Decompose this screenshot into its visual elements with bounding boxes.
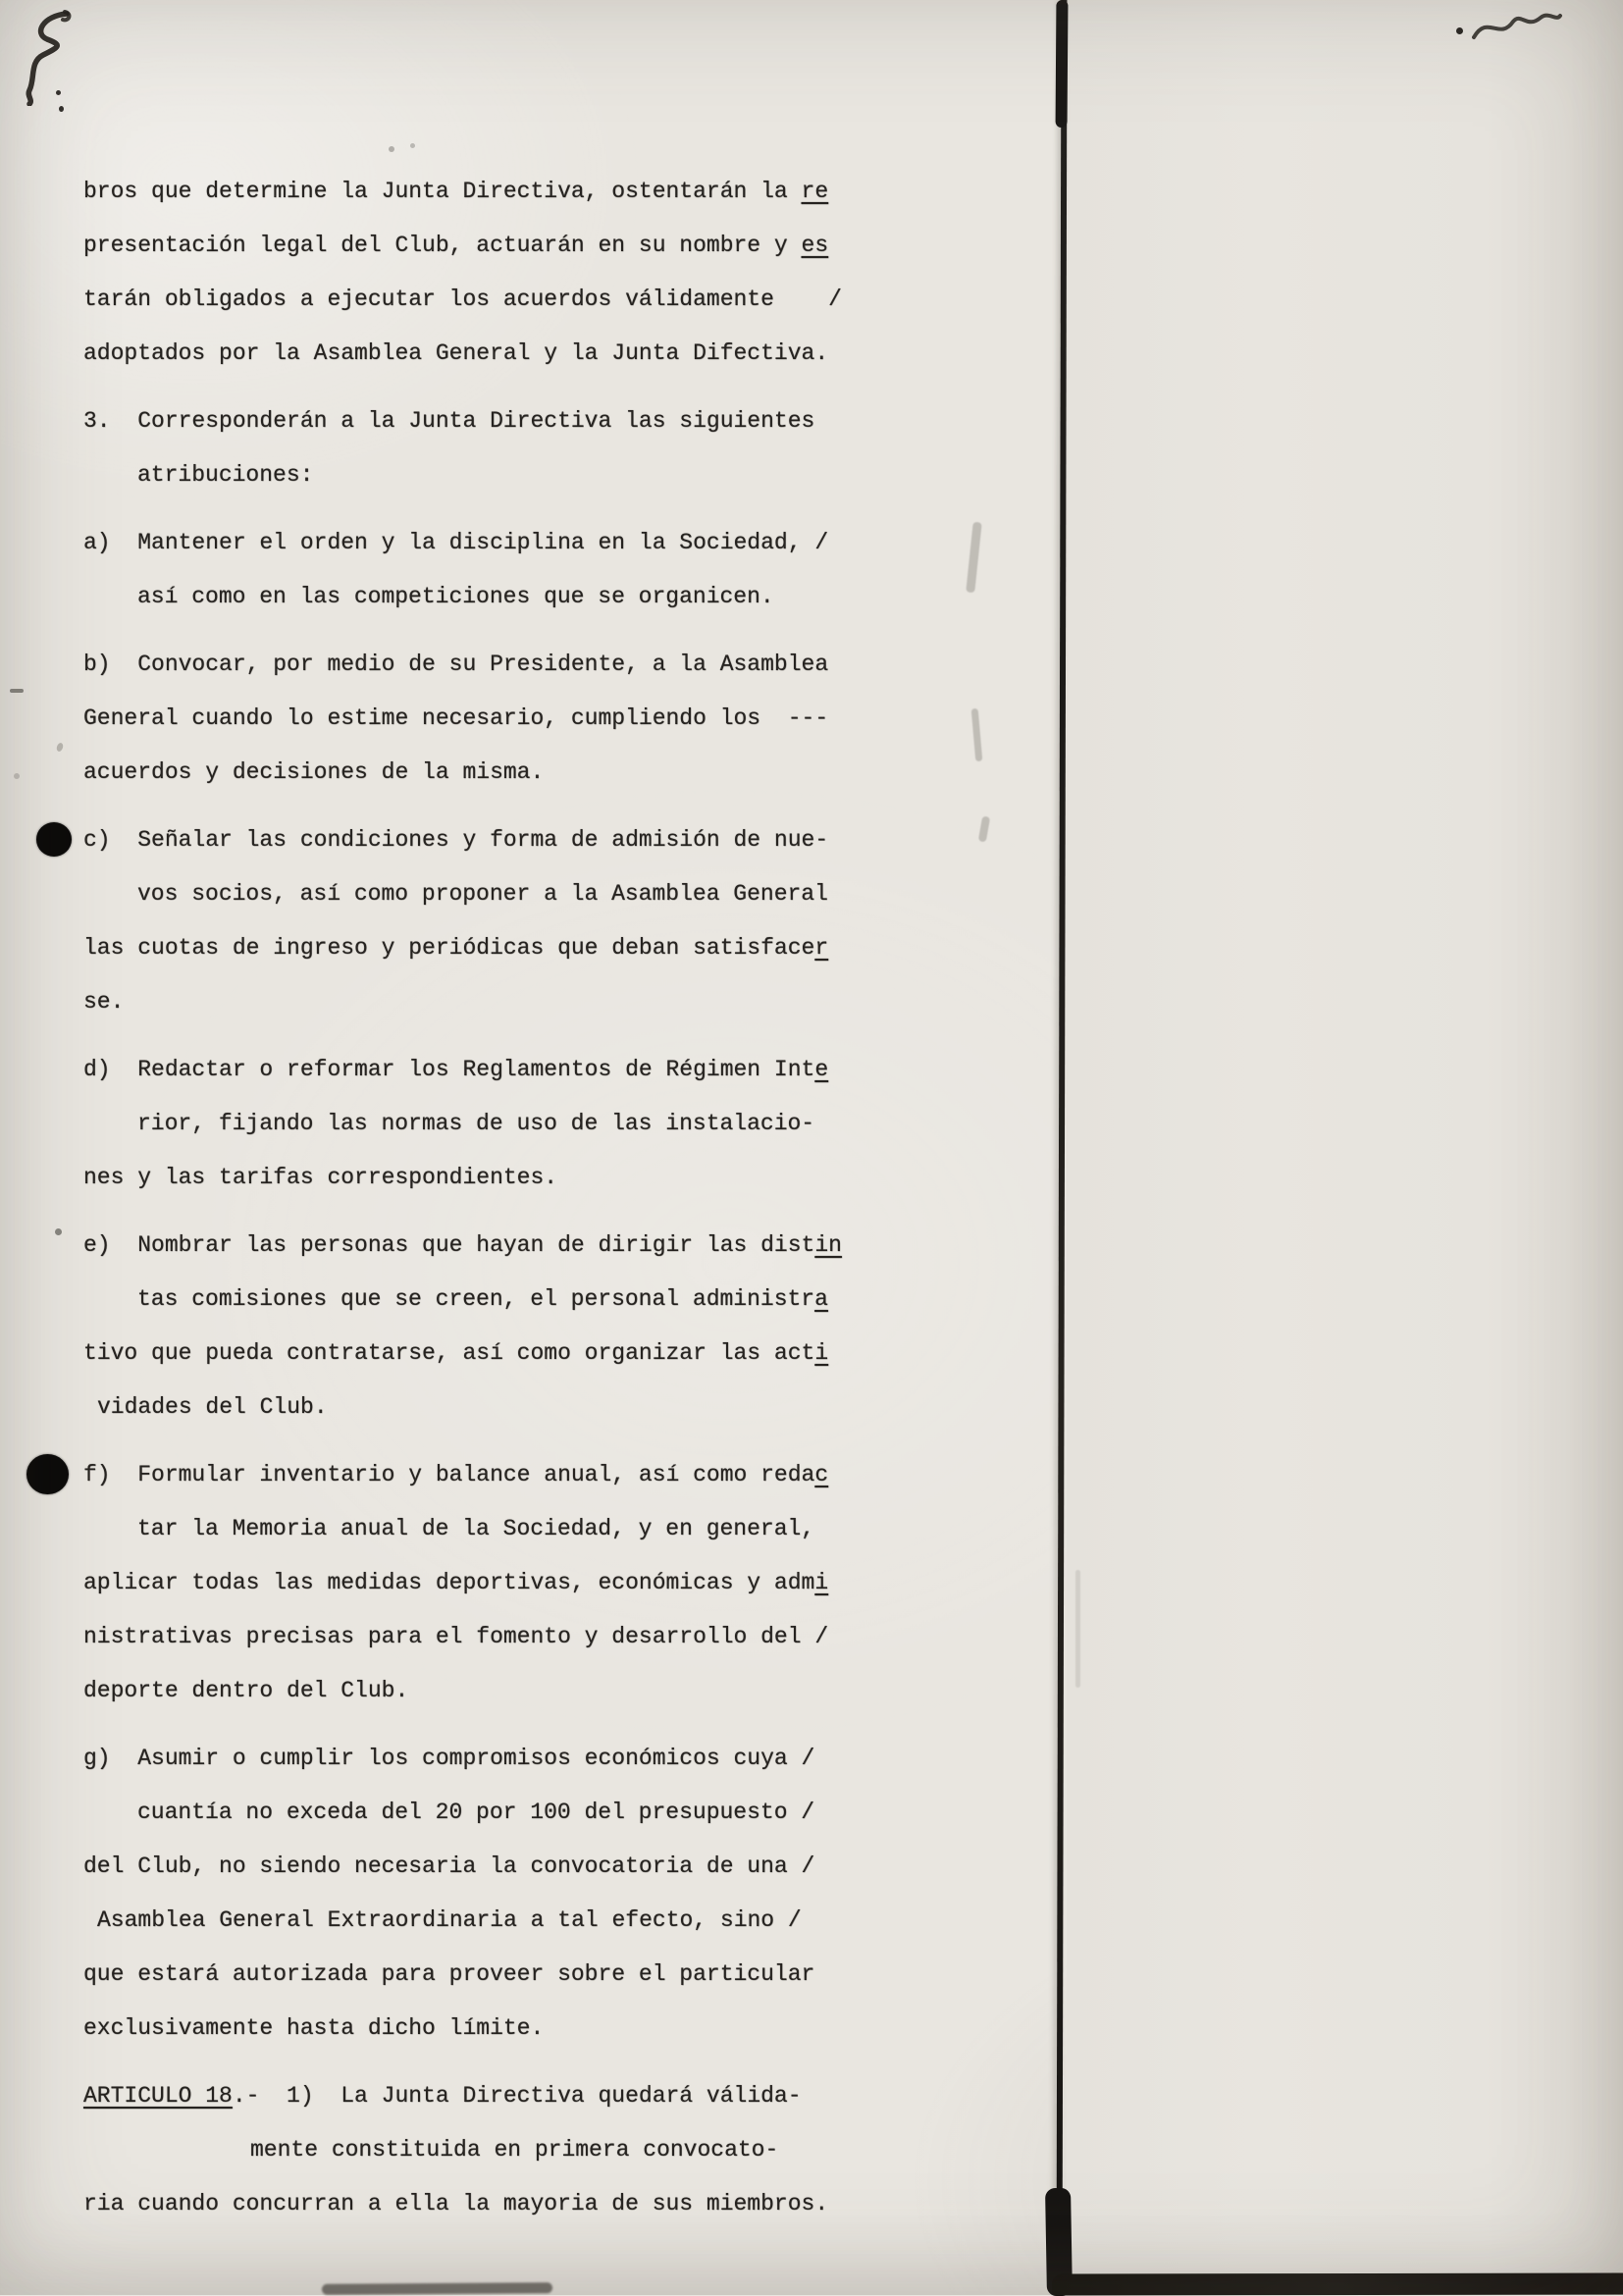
- typed-line: [83, 1556, 986, 1610]
- ink-punch-dot-lower: [26, 1454, 69, 1494]
- ink-speck: [56, 742, 65, 753]
- typed-text-underlined: r: [814, 935, 829, 961]
- typed-line: [83, 1948, 986, 2002]
- ink-speck: [10, 689, 24, 693]
- paragraph-item-b: [83, 638, 986, 800]
- typed-text-segment: .- 1) La Junta Directiva quedará válida-: [232, 2083, 802, 2109]
- typed-line: [83, 813, 986, 867]
- ink-dot-top-right: [1456, 27, 1463, 34]
- typed-text-underlined: i: [814, 1570, 829, 1595]
- page-edge-ink-blotch-top: [1056, 0, 1069, 128]
- typed-text-segment: se.: [83, 989, 125, 1015]
- typed-text-segment: d) Redactar o reformar los Reglamentos de Régimen Int: [83, 1057, 815, 1082]
- paragraph-intro-continuation: [83, 165, 986, 381]
- page-edge-shadow-line: [1057, 0, 1068, 2295]
- typed-line: [97, 1381, 986, 1435]
- ink-speck-colon-top: [56, 90, 61, 95]
- typed-line: [83, 1840, 986, 1894]
- typed-line: [83, 219, 986, 273]
- paragraph-item-c: [83, 813, 986, 1029]
- typed-text-segment: nistrativas precisas para el fomento y desarrollo del /: [83, 1624, 829, 1649]
- typed-line: [83, 692, 986, 746]
- typed-text-underlined: a: [814, 1286, 828, 1312]
- typed-text-segment: así como en las competiciones que se organicen.: [137, 584, 774, 609]
- typed-line: [137, 570, 986, 624]
- typed-text-segment: vos socios, así como proponer a la Asamblea General: [137, 881, 828, 907]
- typed-text-segment: deporte dentro del Club.: [83, 1678, 409, 1703]
- typed-line: [83, 516, 986, 570]
- typed-text-segment: b) Convocar, por medio de su Presidente, a la Asamblea: [83, 652, 829, 677]
- typed-line: [137, 1273, 986, 1327]
- typed-line: [83, 273, 986, 327]
- typed-text-segment: del Club, no siendo necesaria la convocatoria de una /: [83, 1853, 815, 1879]
- typed-text-segment: atribuciones:: [137, 462, 314, 488]
- typed-line: [83, 1448, 986, 1502]
- typed-text-segment: cuantía no exceda del 20 por 100 del presupuesto /: [137, 1800, 815, 1825]
- typed-text-segment: exclusivamente hasta dicho límite.: [83, 2015, 545, 2041]
- ink-punch-dot-upper: [36, 822, 72, 857]
- typed-text-segment: tar la Memoria anual de la Sociedad, y en general,: [137, 1516, 815, 1541]
- typed-text: [83, 165, 986, 2231]
- typed-text-segment: c) Señalar las condiciones y forma de admisión de nue-: [83, 827, 829, 853]
- typed-text-segment: mente constituida en primera convocato-: [250, 2137, 779, 2163]
- scan-bottom-edge-band: [1052, 2272, 1623, 2295]
- ink-speck-colon-bottom: [59, 106, 64, 112]
- typed-line: [83, 394, 986, 448]
- typed-line: [83, 746, 986, 800]
- typed-text-segment: bros que determine la Junta Directiva, ostentarán la: [83, 179, 802, 204]
- typed-text-segment: a) Mantener el orden y la disciplina en la Sociedad, /: [83, 530, 829, 555]
- typed-text-underlined: e: [814, 1057, 829, 1082]
- typed-line: [83, 327, 986, 381]
- typed-line: [250, 2123, 986, 2177]
- typed-line: [97, 1894, 986, 1948]
- paragraph-item-3: [83, 394, 986, 502]
- typed-line: [83, 1664, 986, 1718]
- typed-text-segment: las cuotas de ingreso y periódicas que deban satisface: [83, 935, 815, 961]
- paragraph-articulo-18: [83, 2069, 986, 2231]
- typed-line: [83, 1043, 986, 1097]
- typed-line: [83, 2002, 986, 2056]
- typed-text-segment: tas comisiones que se creen, el personal administr: [137, 1286, 815, 1312]
- pen-scribble-top-right: [1470, 6, 1564, 53]
- typed-text-segment: presentación legal del Club, actuarán en su nombre y: [83, 233, 802, 258]
- paragraph-item-f: [83, 1448, 986, 1718]
- typed-text-segment: aplicar todas las medidas deportivas, económicas y adm: [83, 1570, 815, 1595]
- typed-line: [83, 1610, 986, 1664]
- typed-text-underlined: re: [801, 179, 829, 204]
- paragraph-item-g: [83, 1732, 986, 2056]
- typed-line: [83, 1327, 986, 1381]
- ink-speck: [389, 146, 394, 152]
- typed-line: [83, 1732, 986, 1786]
- ink-speck: [55, 1228, 62, 1235]
- typed-text-segment: rior, fijando las normas de uso de las instalacio-: [137, 1111, 815, 1136]
- typed-line: [83, 2069, 986, 2123]
- typed-text-segment: que estará autorizada para proveer sobre el particular: [83, 1961, 815, 1987]
- typed-text-underlined: ARTICULO 18: [83, 2083, 233, 2109]
- typed-line: [137, 1786, 986, 1840]
- typed-text-underlined: in: [814, 1232, 842, 1258]
- typed-line: [83, 165, 986, 219]
- typed-text-underlined: i: [814, 1340, 829, 1366]
- typed-text-segment: tarán obligados a ejecutar los acuerdos válidamente /: [83, 287, 842, 312]
- typed-line: [137, 448, 986, 502]
- paragraph-item-a: [83, 516, 986, 624]
- typed-text-underlined: es: [801, 233, 829, 258]
- typed-line: [83, 638, 986, 692]
- paragraph-item-d: [83, 1043, 986, 1205]
- typed-text-segment: 3. Corresponderán a la Junta Directiva las siguientes: [83, 408, 815, 434]
- typed-text-segment: f) Formular inventario y balance anual, así como reda: [83, 1462, 815, 1487]
- typed-text-segment: e) Nombrar las personas que hayan de dirigir las dist: [83, 1232, 815, 1258]
- paragraph-item-e: [83, 1219, 986, 1435]
- typed-line: [137, 1502, 986, 1556]
- typed-text-segment: vidades del Club.: [97, 1394, 328, 1420]
- typed-text-segment: adoptados por la Asamblea General y la Junta Difectiva.: [83, 340, 829, 366]
- typed-line: [137, 867, 986, 921]
- typed-line: [83, 1219, 986, 1273]
- faint-margin-mark: [1075, 1570, 1080, 1688]
- typed-text-segment: nes y las tarifas correspondientes.: [83, 1165, 558, 1190]
- scan-bottom-smudge: [322, 2282, 552, 2295]
- typed-line: [83, 2177, 986, 2231]
- typed-text-segment: g) Asumir o cumplir los compromisos económicos cuya /: [83, 1746, 815, 1771]
- typed-line: [83, 1151, 986, 1205]
- typed-text-segment: acuerdos y decisiones de la misma.: [83, 759, 545, 785]
- scan-right-margin: [1067, 0, 1623, 2295]
- typed-line: [83, 921, 986, 975]
- typed-line: [137, 1097, 986, 1151]
- typed-line: [83, 975, 986, 1029]
- typed-text-segment: ria cuando concurran a ella la mayoria de sus miembros.: [83, 2191, 829, 2217]
- typed-text-segment: Asamblea General Extraordinaria a tal efecto, sino /: [97, 1907, 802, 1933]
- ink-speck: [14, 773, 20, 779]
- typed-text-underlined: c: [814, 1462, 829, 1487]
- ink-speck: [410, 143, 415, 148]
- typed-text-segment: General cuando lo estime necesario, cumpliendo los ---: [83, 705, 829, 731]
- typed-text-segment: tivo que pueda contratarse, así como organizar las act: [83, 1340, 815, 1366]
